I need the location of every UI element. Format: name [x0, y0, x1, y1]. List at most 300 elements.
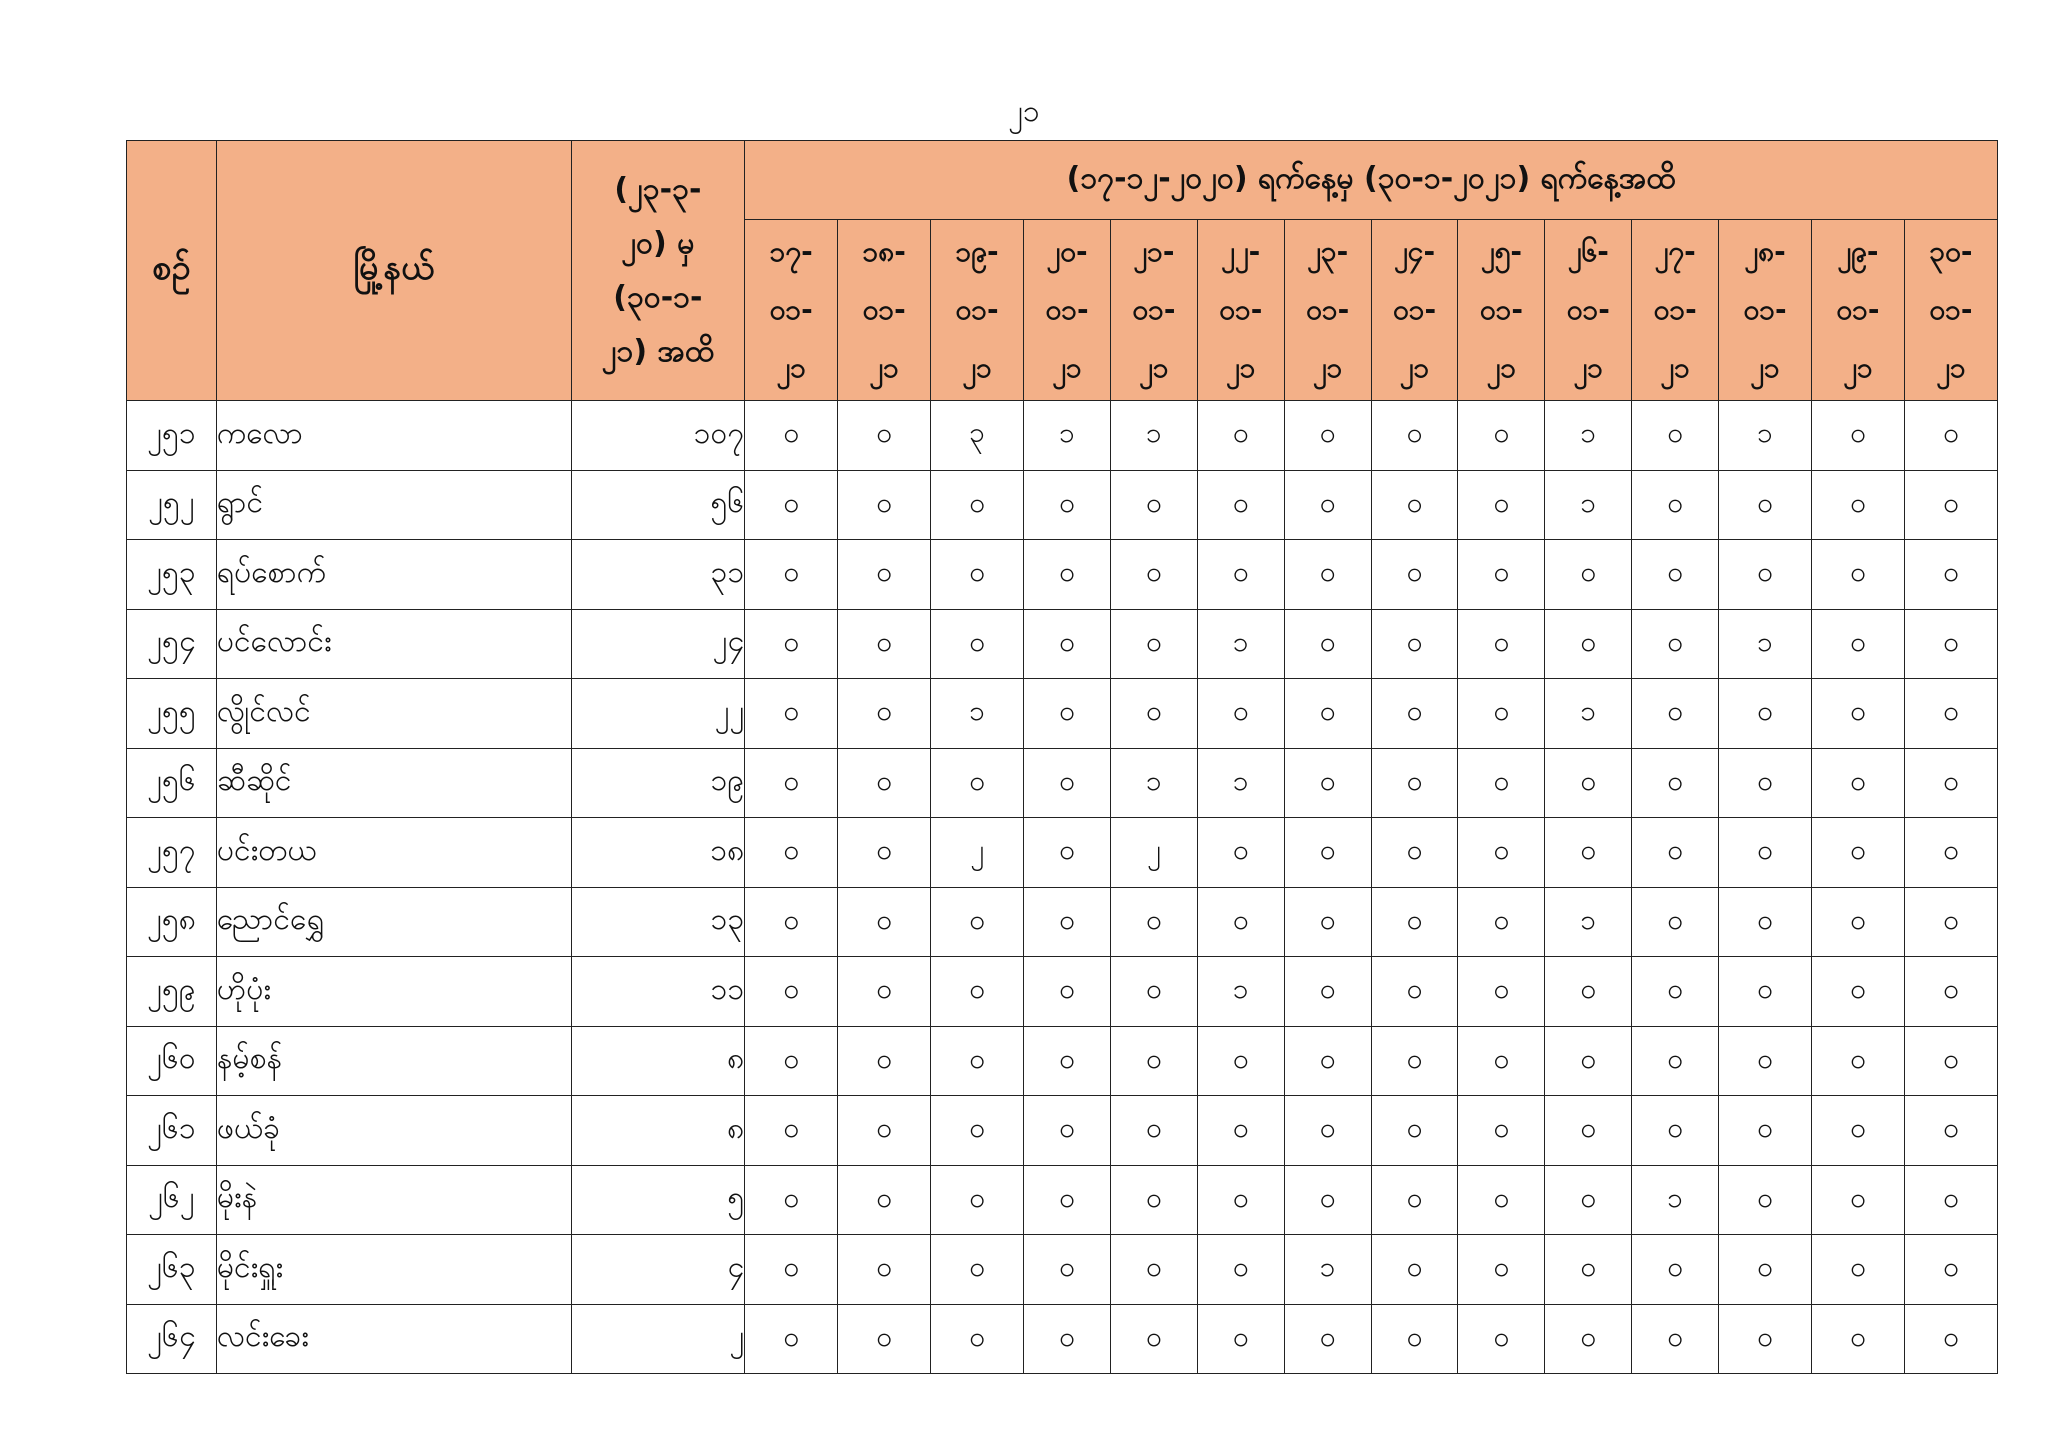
- row-daily-value: ၀: [838, 748, 931, 818]
- row-serial-number: ၂၅၆: [127, 748, 217, 818]
- row-daily-value: ၀: [1110, 1304, 1197, 1374]
- row-daily-value: ၀: [1458, 1026, 1545, 1096]
- row-total: ၄: [571, 1235, 745, 1305]
- row-daily-value: ၀: [1719, 957, 1812, 1027]
- row-total: ၁၃: [571, 887, 745, 957]
- header-date: [1024, 220, 1111, 401]
- header-date-part: ၀၁-: [862, 293, 906, 326]
- row-daily-value: ၀: [1719, 1165, 1812, 1235]
- row-daily-value: ၀: [1904, 1096, 1997, 1166]
- row-daily-value: ၀: [1632, 887, 1719, 957]
- row-daily-value: ၀: [1458, 887, 1545, 957]
- row-daily-value: ၀: [1632, 1096, 1719, 1166]
- row-daily-value: ၀: [1458, 818, 1545, 888]
- header-serial-number: စဉ်: [127, 141, 217, 401]
- row-daily-value: ၀: [1719, 818, 1812, 888]
- row-daily-value: ၀: [745, 470, 838, 540]
- row-daily-value: ၀: [1812, 748, 1905, 818]
- row-daily-value: ၀: [1024, 1096, 1111, 1166]
- row-total: ၁၉: [571, 748, 745, 818]
- row-daily-value: ၀: [1197, 887, 1284, 957]
- header-date-part: ၂၄-: [1393, 235, 1436, 268]
- row-daily-value: ၀: [1197, 1235, 1284, 1305]
- row-daily-value: ၀: [1371, 748, 1458, 818]
- table-row: [127, 748, 1998, 818]
- row-daily-value: ၀: [1284, 1096, 1371, 1166]
- header-date-part: ၀၁-: [1045, 293, 1089, 326]
- row-daily-value: ၀: [838, 1096, 931, 1166]
- row-daily-value: ၀: [1371, 1235, 1458, 1305]
- row-daily-value: ၀: [1545, 540, 1632, 610]
- row-daily-value: ၀: [1110, 1096, 1197, 1166]
- row-daily-value: ၀: [1545, 1304, 1632, 1374]
- row-daily-value: ၀: [931, 887, 1024, 957]
- row-daily-value: ၀: [1024, 957, 1111, 1027]
- row-daily-value: ၀: [1024, 609, 1111, 679]
- row-daily-value: ၀: [1545, 818, 1632, 888]
- row-daily-value: ၀: [1632, 609, 1719, 679]
- row-daily-value: ၀: [1024, 1165, 1111, 1235]
- row-township-name: ဆီဆိုင်: [216, 748, 571, 818]
- row-daily-value: ၀: [1812, 401, 1905, 471]
- header-date-part: ၂၁: [1312, 351, 1343, 384]
- row-daily-value: ၀: [931, 1304, 1024, 1374]
- header-date: [1371, 220, 1458, 401]
- row-daily-value: ၀: [1904, 887, 1997, 957]
- header-date-part: ၂၃-: [1307, 235, 1349, 268]
- row-daily-value: ၀: [931, 540, 1024, 610]
- township-cases-table: [126, 140, 1998, 1374]
- row-township-name: ဖယ်ခုံ: [216, 1096, 571, 1166]
- row-township-name: မိုင်းရှူး: [216, 1235, 571, 1305]
- row-daily-value: ၀: [745, 1235, 838, 1305]
- row-daily-value: ၀: [1284, 470, 1371, 540]
- row-daily-value: ၀: [1284, 1026, 1371, 1096]
- header-date-part: ၂၁: [1139, 351, 1169, 384]
- row-township-name: ညောင်ရွှေ: [216, 887, 571, 957]
- row-daily-value: ၀: [1632, 748, 1719, 818]
- row-daily-value: ၀: [1719, 1235, 1812, 1305]
- row-daily-value: ၀: [1904, 1235, 1997, 1305]
- row-daily-value: ၀: [1024, 887, 1111, 957]
- table-header: [127, 141, 1998, 401]
- row-daily-value: ၀: [1110, 957, 1197, 1027]
- table-row: [127, 1165, 1998, 1235]
- row-daily-value: ၀: [1110, 1165, 1197, 1235]
- table-row: [127, 887, 1998, 957]
- row-daily-value: ၀: [1284, 401, 1371, 471]
- row-total: ၁၀၇: [571, 401, 745, 471]
- row-daily-value: ၀: [1632, 679, 1719, 749]
- row-daily-value: ၀: [1197, 818, 1284, 888]
- header-date-part: ၀၁-: [955, 293, 999, 326]
- row-daily-value: ၁: [1024, 401, 1111, 471]
- header-date: [1719, 220, 1812, 401]
- row-daily-value: ၁: [1632, 1165, 1719, 1235]
- row-daily-value: ၀: [1458, 1304, 1545, 1374]
- table-row: [127, 818, 1998, 888]
- row-serial-number: ၂၆၁: [127, 1096, 217, 1166]
- row-daily-value: ၀: [1812, 1165, 1905, 1235]
- table-row: [127, 1235, 1998, 1305]
- row-daily-value: ၀: [745, 401, 838, 471]
- row-daily-value: ၀: [1371, 1304, 1458, 1374]
- row-daily-value: ၀: [1197, 1165, 1284, 1235]
- row-daily-value: ၀: [1545, 1235, 1632, 1305]
- row-daily-value: ၀: [1024, 1304, 1111, 1374]
- row-serial-number: ၂၅၉: [127, 957, 217, 1027]
- row-daily-value: ၁: [1545, 887, 1632, 957]
- row-daily-value: ၀: [1284, 679, 1371, 749]
- header-date: [745, 220, 838, 401]
- row-daily-value: ၁: [1719, 401, 1812, 471]
- row-daily-value: ၀: [1545, 1026, 1632, 1096]
- table-row: [127, 401, 1998, 471]
- row-daily-value: ၁: [1545, 470, 1632, 540]
- row-daily-value: ၀: [1110, 470, 1197, 540]
- table-row: [127, 470, 1998, 540]
- header-date: [1632, 220, 1719, 401]
- row-daily-value: ၀: [931, 1026, 1024, 1096]
- header-date-part: ၂၇-: [1654, 235, 1696, 268]
- row-daily-value: ၀: [1458, 470, 1545, 540]
- row-daily-value: ၁: [1110, 401, 1197, 471]
- row-total: ၁၈: [571, 818, 745, 888]
- header-date-range: (၁၇-၁၂-၂၀၂၀) ရက်နေ့မှ (၃၀-၁-၂၀၂၁) ရက်နေ့အထိ: [745, 141, 1998, 220]
- row-daily-value: ၀: [1545, 957, 1632, 1027]
- header-date-part: ၂၁: [1573, 351, 1603, 384]
- header-date-part: ၂၈-: [1744, 235, 1786, 268]
- row-daily-value: ၀: [931, 1235, 1024, 1305]
- header-date-part: ၀၁-: [1132, 293, 1176, 326]
- row-township-name: ရွာင်: [216, 470, 571, 540]
- row-daily-value: ၀: [1024, 470, 1111, 540]
- row-daily-value: ၀: [745, 609, 838, 679]
- table-row: [127, 957, 1998, 1027]
- row-daily-value: ၀: [1024, 540, 1111, 610]
- header-date-part: ၀၁-: [1743, 293, 1787, 326]
- row-daily-value: ၁: [1545, 401, 1632, 471]
- row-daily-value: ၀: [1458, 1165, 1545, 1235]
- header-date: [1458, 220, 1545, 401]
- row-daily-value: ၀: [1719, 470, 1812, 540]
- row-daily-value: ၀: [838, 401, 931, 471]
- row-daily-value: ၀: [1904, 470, 1997, 540]
- row-daily-value: ၀: [1632, 818, 1719, 888]
- header-date: [1545, 220, 1632, 401]
- row-daily-value: ၀: [1371, 1096, 1458, 1166]
- row-daily-value: ၀: [1719, 887, 1812, 957]
- row-daily-value: ၀: [1197, 540, 1284, 610]
- row-daily-value: ၁: [1545, 679, 1632, 749]
- row-daily-value: ၀: [745, 1165, 838, 1235]
- header-date-part: ၀၁-: [1306, 293, 1350, 326]
- row-daily-value: ၀: [1371, 887, 1458, 957]
- row-daily-value: ၀: [745, 957, 838, 1027]
- row-daily-value: ၀: [745, 818, 838, 888]
- header-date-part: ၀၁-: [1653, 293, 1697, 326]
- row-daily-value: ၀: [1371, 1165, 1458, 1235]
- row-daily-value: ၀: [1632, 1235, 1719, 1305]
- header-date-part: ၂၁: [1052, 351, 1082, 384]
- table-row: [127, 679, 1998, 749]
- row-daily-value: ၀: [1719, 540, 1812, 610]
- row-township-name: ပင်းတယ: [216, 818, 571, 888]
- row-daily-value: ၀: [1904, 957, 1997, 1027]
- row-daily-value: ၀: [838, 609, 931, 679]
- row-daily-value: ၀: [931, 609, 1024, 679]
- row-daily-value: ၀: [1812, 957, 1905, 1027]
- row-serial-number: ၂၆၃: [127, 1235, 217, 1305]
- row-serial-number: ၂၅၈: [127, 887, 217, 957]
- header-date-part: ၀၁-: [1219, 293, 1263, 326]
- row-daily-value: ၀: [1545, 609, 1632, 679]
- row-daily-value: ၀: [1284, 1304, 1371, 1374]
- row-daily-value: ၀: [1632, 1304, 1719, 1374]
- row-daily-value: ၀: [1284, 957, 1371, 1027]
- row-daily-value: ၀: [745, 887, 838, 957]
- row-daily-value: ၀: [1024, 1026, 1111, 1096]
- header-date: [1904, 220, 1997, 401]
- row-daily-value: ၀: [1371, 957, 1458, 1027]
- row-daily-value: ၀: [1904, 609, 1997, 679]
- row-daily-value: ၁: [1197, 609, 1284, 679]
- row-daily-value: ၀: [1812, 679, 1905, 749]
- header-date-part: ၁၇-: [769, 235, 813, 268]
- header-total-line: (၂၃-၃-: [614, 171, 702, 207]
- row-total: ၈: [571, 1096, 745, 1166]
- row-daily-value: ၀: [1812, 1096, 1905, 1166]
- row-township-name: ရပ်စောက်: [216, 540, 571, 610]
- row-daily-value: ၀: [1197, 1096, 1284, 1166]
- row-daily-value: ၀: [1545, 1165, 1632, 1235]
- header-date-part: ၁၉-: [955, 235, 999, 268]
- row-daily-value: ၃: [931, 401, 1024, 471]
- row-daily-value: ၀: [1545, 748, 1632, 818]
- row-daily-value: ၀: [1371, 540, 1458, 610]
- row-daily-value: ၀: [1719, 1026, 1812, 1096]
- row-daily-value: ၀: [1458, 957, 1545, 1027]
- header-total-line: ၂၁) အထိ: [601, 333, 715, 369]
- row-township-name: ဟိုပုံး: [216, 957, 571, 1027]
- row-daily-value: ၀: [838, 887, 931, 957]
- row-serial-number: ၂၅၅: [127, 679, 217, 749]
- row-daily-value: ၀: [1110, 679, 1197, 749]
- row-daily-value: ၀: [1458, 609, 1545, 679]
- header-date-part: ၂၁: [1750, 351, 1780, 384]
- row-serial-number: ၂၅၇: [127, 818, 217, 888]
- table-row: [127, 609, 1998, 679]
- row-serial-number: ၂၆၀: [127, 1026, 217, 1096]
- table-body: [127, 401, 1998, 1374]
- row-daily-value: ၀: [1371, 401, 1458, 471]
- row-serial-number: ၂၅၃: [127, 540, 217, 610]
- row-township-name: ကလော: [216, 401, 571, 471]
- row-daily-value: ၀: [1632, 401, 1719, 471]
- row-daily-value: ၀: [1197, 470, 1284, 540]
- row-daily-value: ၀: [1719, 748, 1812, 818]
- row-daily-value: ၀: [1904, 748, 1997, 818]
- row-serial-number: ၂၅၁: [127, 401, 217, 471]
- row-daily-value: ၀: [1904, 818, 1997, 888]
- row-daily-value: ၀: [838, 818, 931, 888]
- row-township-name: နမ့်စန်: [216, 1026, 571, 1096]
- header-total-line: (၃၀-၁-: [613, 279, 703, 315]
- header-date-part: ၂၂-: [1221, 235, 1261, 268]
- row-daily-value: ၀: [1904, 1304, 1997, 1374]
- header-date-part: ၀၁-: [769, 293, 813, 326]
- header-date-part: ၀၁-: [1392, 293, 1437, 326]
- row-daily-value: ၀: [931, 1165, 1024, 1235]
- row-daily-value: ၀: [1284, 1165, 1371, 1235]
- row-daily-value: ၀: [745, 748, 838, 818]
- row-daily-value: ၀: [1110, 1235, 1197, 1305]
- row-daily-value: ၁: [1197, 957, 1284, 1027]
- header-date: [1197, 220, 1284, 401]
- row-total: ၅၆: [571, 470, 745, 540]
- row-daily-value: ၀: [1719, 679, 1812, 749]
- row-daily-value: ၁: [1110, 748, 1197, 818]
- header-date-part: ၂၁: [1936, 351, 1966, 384]
- row-daily-value: ၀: [1632, 470, 1719, 540]
- row-daily-value: ၀: [1545, 1096, 1632, 1166]
- row-daily-value: ၀: [745, 679, 838, 749]
- row-daily-value: ၀: [1284, 818, 1371, 888]
- header-date-part: ၂၀-: [1046, 235, 1088, 268]
- row-daily-value: ၀: [838, 540, 931, 610]
- header-date-part: ၃၀-: [1929, 235, 1973, 268]
- row-total: ၈: [571, 1026, 745, 1096]
- page-number: ၂၁: [1008, 94, 1040, 129]
- row-daily-value: ၀: [1812, 887, 1905, 957]
- header-date-part: ၂၁-: [1133, 235, 1175, 268]
- row-daily-value: ၀: [1812, 1235, 1905, 1305]
- row-daily-value: ၀: [1904, 401, 1997, 471]
- row-daily-value: ၀: [1371, 609, 1458, 679]
- header-date-part: ၀၁-: [1479, 293, 1523, 326]
- row-daily-value: ၀: [1904, 540, 1997, 610]
- table-row: [127, 1026, 1998, 1096]
- row-daily-value: ၀: [1812, 609, 1905, 679]
- row-daily-value: ၀: [1632, 540, 1719, 610]
- row-daily-value: ၀: [838, 1235, 931, 1305]
- row-daily-value: ၀: [931, 470, 1024, 540]
- header-date-part: ၂၁: [869, 351, 899, 384]
- header-date-part: ၂၁: [1399, 351, 1430, 384]
- header-total-line: ၂၀) မှ: [621, 225, 695, 261]
- row-daily-value: ၀: [1197, 1304, 1284, 1374]
- row-daily-value: ၀: [745, 1096, 838, 1166]
- row-daily-value: ၁: [931, 679, 1024, 749]
- row-daily-value: ၀: [1371, 818, 1458, 888]
- row-daily-value: ၀: [931, 1096, 1024, 1166]
- row-daily-value: ၀: [1110, 540, 1197, 610]
- row-township-name: လွိုင်လင်: [216, 679, 571, 749]
- row-township-name: လင်းခေး: [216, 1304, 571, 1374]
- row-daily-value: ၀: [1719, 1304, 1812, 1374]
- table-row: [127, 1304, 1998, 1374]
- row-daily-value: ၀: [1110, 609, 1197, 679]
- header-date: [931, 220, 1024, 401]
- row-total: ၁၁: [571, 957, 745, 1027]
- header-date-part: ၂၁: [1486, 351, 1517, 384]
- header-date: [838, 220, 931, 401]
- row-daily-value: ၀: [1812, 1304, 1905, 1374]
- row-daily-value: ၀: [1812, 470, 1905, 540]
- table-row: [127, 1096, 1998, 1166]
- table-row: [127, 540, 1998, 610]
- row-daily-value: ၀: [1812, 1026, 1905, 1096]
- header-date: [1110, 220, 1197, 401]
- row-serial-number: ၂၆၂: [127, 1165, 217, 1235]
- row-daily-value: ၀: [838, 679, 931, 749]
- row-daily-value: ၁: [1284, 1235, 1371, 1305]
- row-daily-value: ၀: [1719, 1096, 1812, 1166]
- row-daily-value: ၂: [931, 818, 1024, 888]
- row-daily-value: ၁: [1719, 609, 1812, 679]
- header-total-period: [571, 141, 745, 401]
- row-daily-value: ၀: [745, 1026, 838, 1096]
- row-daily-value: ၀: [1904, 1165, 1997, 1235]
- header-date: [1284, 220, 1371, 401]
- row-daily-value: ၀: [1284, 887, 1371, 957]
- row-daily-value: ၀: [838, 1026, 931, 1096]
- header-date: [1812, 220, 1905, 401]
- row-daily-value: ၀: [1371, 1026, 1458, 1096]
- row-daily-value: ၀: [838, 1165, 931, 1235]
- row-daily-value: ၂: [1110, 818, 1197, 888]
- row-daily-value: ၀: [1024, 679, 1111, 749]
- header-date-part: ၂၁: [1843, 351, 1873, 384]
- row-daily-value: ၀: [1904, 679, 1997, 749]
- row-daily-value: ၀: [745, 1304, 838, 1374]
- header-date-part: ၀၁-: [1929, 293, 1973, 326]
- header-date-part: ၀၁-: [1836, 293, 1880, 326]
- header-date-part: ၂၁: [962, 351, 992, 384]
- row-daily-value: ၀: [931, 957, 1024, 1027]
- row-daily-value: ၀: [1110, 887, 1197, 957]
- header-date-part: ၂၅-: [1480, 235, 1522, 268]
- row-township-name: မိုးနဲ: [216, 1165, 571, 1235]
- row-daily-value: ၀: [1024, 1235, 1111, 1305]
- row-daily-value: ၀: [838, 470, 931, 540]
- row-daily-value: ၀: [838, 1304, 931, 1374]
- row-daily-value: ၀: [1371, 679, 1458, 749]
- row-daily-value: ၀: [1458, 1096, 1545, 1166]
- row-serial-number: ၂၆၄: [127, 1304, 217, 1374]
- row-total: ၅: [571, 1165, 745, 1235]
- header-date-part: ၂၆-: [1567, 235, 1609, 268]
- row-daily-value: ၀: [745, 540, 838, 610]
- row-total: ၃၁: [571, 540, 745, 610]
- row-daily-value: ၀: [1371, 470, 1458, 540]
- row-daily-value: ၀: [1812, 540, 1905, 610]
- row-daily-value: ၀: [1024, 818, 1111, 888]
- header-township: မြို့နယ်: [216, 141, 571, 401]
- header-date-part: ၂၁: [1225, 351, 1256, 384]
- row-total: ၂၄: [571, 609, 745, 679]
- row-daily-value: ၀: [1632, 957, 1719, 1027]
- row-daily-value: ၀: [838, 957, 931, 1027]
- row-daily-value: ၀: [1284, 748, 1371, 818]
- row-daily-value: ၀: [1458, 679, 1545, 749]
- row-daily-value: ၀: [1458, 540, 1545, 610]
- header-date-part: ၀၁-: [1566, 293, 1610, 326]
- row-daily-value: ၀: [1458, 748, 1545, 818]
- row-daily-value: ၀: [931, 748, 1024, 818]
- row-daily-value: ၀: [1197, 679, 1284, 749]
- row-daily-value: ၀: [1024, 748, 1111, 818]
